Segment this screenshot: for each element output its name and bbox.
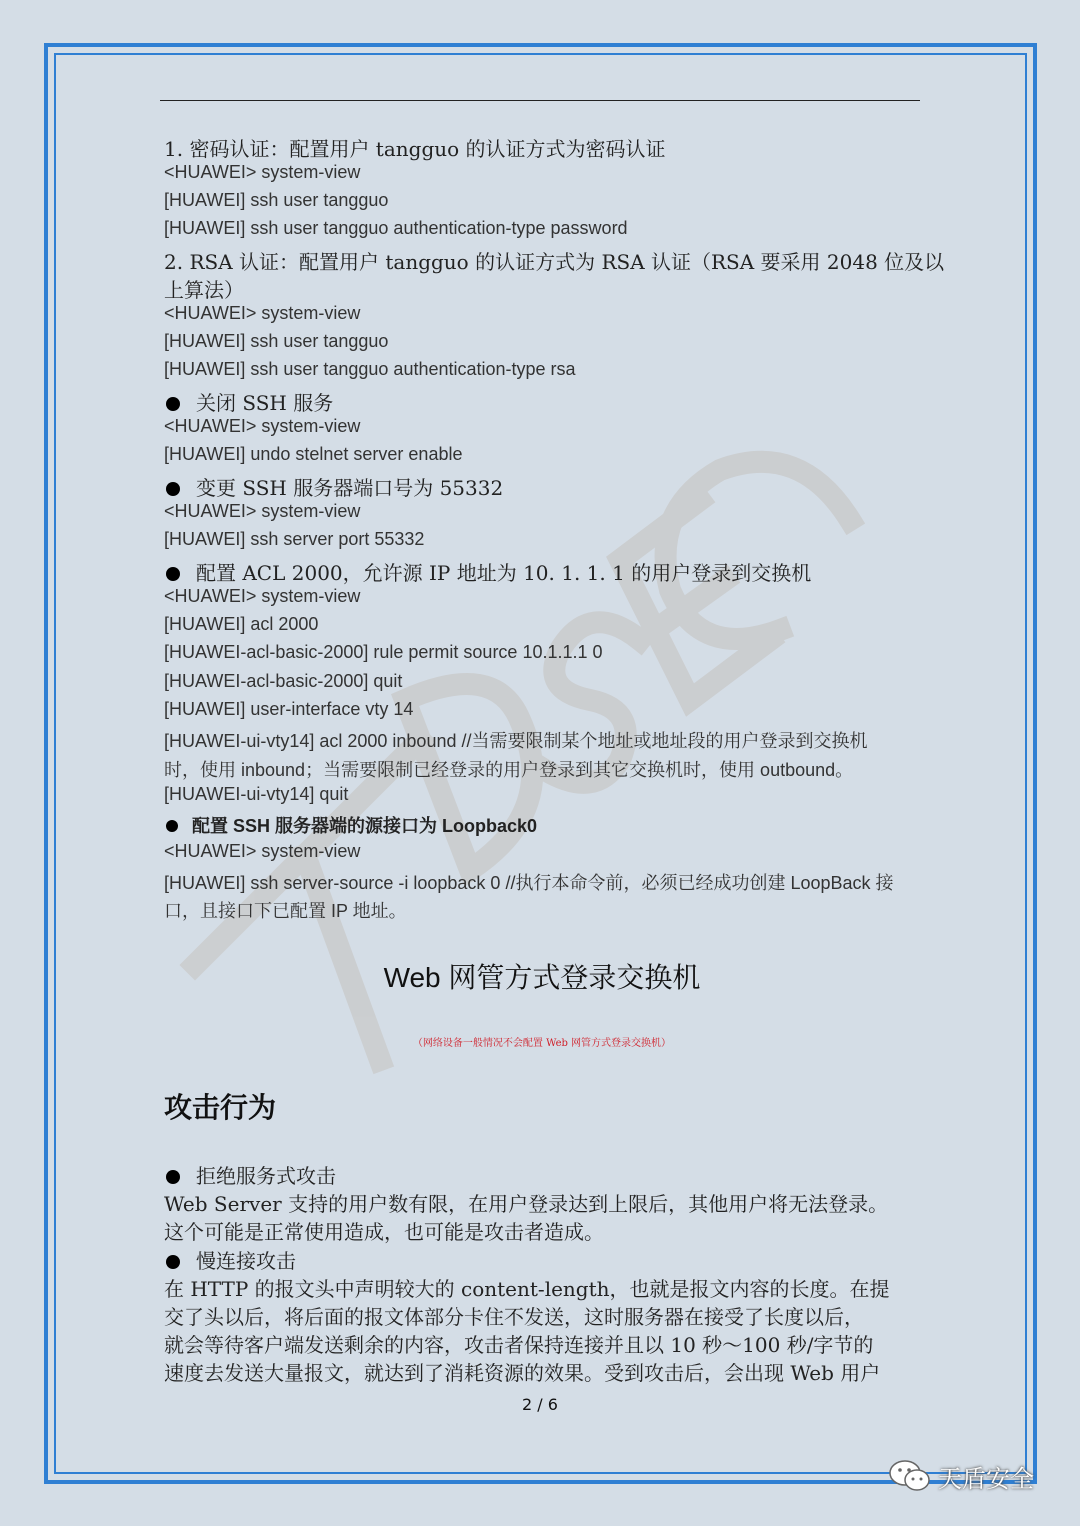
line-text: [HUAWEI] ssh user tangguo xyxy=(164,190,389,210)
text-line xyxy=(164,246,944,275)
line-text: [HUAWEI] ssh user tangguo xyxy=(164,331,389,351)
command-line xyxy=(164,841,360,862)
command-line xyxy=(164,190,388,211)
line-text: <HUAWEI> system-view xyxy=(164,303,361,323)
line-text: 上算法） xyxy=(164,278,244,302)
text-line xyxy=(164,1357,880,1386)
line-text: [HUAWEI] ssh user tangguo authentication-type rsa xyxy=(164,359,576,379)
line-text: 就会等待客户端发送剩余的内容，攻击者保持连接并且以 10 秒～100 秒/字节的 xyxy=(164,1333,874,1357)
bullet-label: 变更 SSH 服务器端口号为 55332 xyxy=(196,476,504,500)
command-line xyxy=(164,671,402,692)
text-line xyxy=(164,274,244,303)
bullet-dot-icon xyxy=(166,1170,180,1184)
text-line xyxy=(164,1188,888,1217)
command-line xyxy=(164,416,360,437)
command-line xyxy=(164,501,360,522)
bullet-heading xyxy=(164,1245,296,1274)
bullet-heading xyxy=(164,387,333,416)
page-number: 2 / 6 xyxy=(522,1395,558,1414)
line-text: 2. RSA 认证：配置用户 tangguo 的认证方式为 RSA 认证（RSA 要采用 2048 位及以 xyxy=(164,250,945,274)
bullet-dot-icon xyxy=(166,482,180,496)
brand-logo xyxy=(888,1456,1034,1496)
text-line xyxy=(164,1216,604,1245)
command-line xyxy=(164,869,894,895)
attack-heading: 攻击行为 xyxy=(164,1091,277,1124)
line-text: 这个可能是正常使用造成，也可能是攻击者造成。 xyxy=(164,1220,604,1244)
bullet-heading xyxy=(164,1160,336,1189)
brand-name: 天盾安全 xyxy=(938,1464,1034,1493)
line-text: <HUAWEI> system-view xyxy=(164,416,361,436)
command-line xyxy=(164,359,576,380)
bullet-heading xyxy=(164,812,537,838)
line-text: 速度去发送大量报文，就达到了消耗资源的效果。受到攻击后，会出现 Web 用户 xyxy=(164,1361,881,1385)
line-text: [HUAWEI-ui-vty14] quit xyxy=(164,784,349,804)
text-line xyxy=(164,1273,890,1302)
line-text: 口，且接口下已配置 IP 地址。 xyxy=(164,901,407,921)
header-rule xyxy=(160,100,920,101)
line-text: [HUAWEI] ssh server-source -i loopback 0 //执行本命令前，必须已经成功创建 LoopBack 接 xyxy=(164,873,894,893)
line-text: <HUAWEI> system-view xyxy=(164,841,361,861)
bullet-heading xyxy=(164,557,811,586)
line-text: [HUAWEI] undo stelnet server enable xyxy=(164,444,463,464)
line-text: [HUAWEI-ui-vty14] acl 2000 inbound //当需要限制某个地址或地址段的用户登录到交换机 xyxy=(164,731,868,751)
bullet-dot-icon xyxy=(166,1255,180,1269)
bullet-label: 配置 ACL 2000，允许源 IP 地址为 10. 1. 1. 1 的用户登录到交换机 xyxy=(196,561,812,585)
command-line xyxy=(164,529,424,550)
line-text: <HUAWEI> system-view xyxy=(164,162,361,182)
command-line xyxy=(164,897,407,923)
command-line xyxy=(164,162,360,183)
line-text: [HUAWEI] ssh user tangguo authentication-type password xyxy=(164,218,628,238)
command-line xyxy=(164,218,628,239)
section-title: Web 网管方式登录交换机 xyxy=(383,962,701,993)
line-text: 在 HTTP 的报文头中声明较大的 content-length，也就是报文内容的长度。在提 xyxy=(164,1277,890,1301)
line-text: [HUAWEI] acl 2000 xyxy=(164,614,319,634)
section-note: （网络设备一般情况不会配置 Web 网管方式登录交换机） xyxy=(412,1038,672,1049)
bullet-label: 配置 SSH 服务器端的源接口为 Loopback0 xyxy=(192,816,538,836)
command-line xyxy=(164,614,318,635)
text-line xyxy=(164,133,666,162)
command-line xyxy=(164,699,413,720)
text-line xyxy=(164,1329,873,1358)
command-line xyxy=(164,586,360,607)
bullet-label: 拒绝服务式攻击 xyxy=(196,1164,336,1188)
bullet-dot-icon xyxy=(166,820,178,832)
line-text: [HUAWEI] user-interface vty 14 xyxy=(164,699,414,719)
bullet-label: 关闭 SSH 服务 xyxy=(196,391,334,415)
bullet-dot-icon xyxy=(166,567,180,581)
line-text: 交了头以后，将后面的报文体部分卡住不发送，这时服务器在接受了长度以后， xyxy=(164,1305,864,1329)
command-line xyxy=(164,727,867,753)
command-line xyxy=(164,303,360,324)
wechat-icon xyxy=(888,1458,932,1494)
line-text: <HUAWEI> system-view xyxy=(164,501,361,521)
command-line xyxy=(164,444,462,465)
line-text: 时，使用 inbound；当需要限制已经登录的用户登录到其它交换机时，使用 outbound。 xyxy=(164,760,854,780)
bullet-dot-icon xyxy=(166,397,180,411)
command-line xyxy=(164,784,348,805)
line-text: [HUAWEI-acl-basic-2000] rule permit source 10.1.1.1 0 xyxy=(164,642,603,662)
command-line xyxy=(164,331,388,352)
bullet-label: 慢连接攻击 xyxy=(196,1249,296,1273)
text-line xyxy=(164,1301,864,1330)
command-line xyxy=(164,642,603,663)
command-line xyxy=(164,756,853,782)
bullet-heading xyxy=(164,472,503,501)
line-text: 1. 密码认证：配置用户 tangguo 的认证方式为密码认证 xyxy=(164,137,666,161)
line-text: Web Server 支持的用户数有限，在用户登录达到上限后，其他用户将无法登录。 xyxy=(164,1192,889,1216)
line-text: [HUAWEI-acl-basic-2000] quit xyxy=(164,671,403,691)
line-text: [HUAWEI] ssh server port 55332 xyxy=(164,529,425,549)
line-text: <HUAWEI> system-view xyxy=(164,586,361,606)
